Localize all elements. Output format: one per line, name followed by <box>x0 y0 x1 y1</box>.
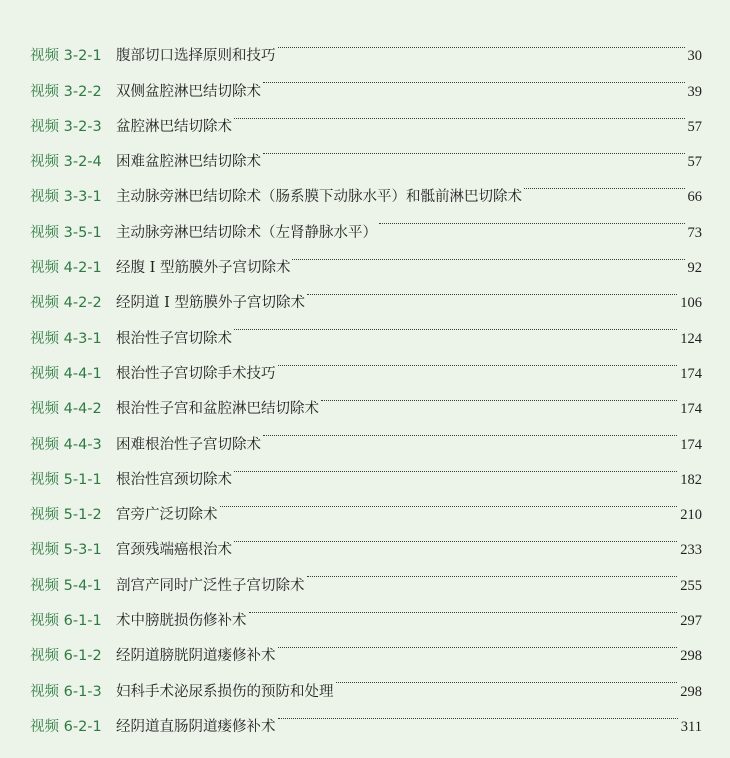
page-number: 57 <box>687 118 702 135</box>
video-title: 术中膀胱损伤修补术 <box>116 613 247 630</box>
dot-leader <box>278 696 678 731</box>
video-label: 视频 6-2-1 <box>30 718 102 735</box>
video-label: 视频 4-4-2 <box>30 401 102 418</box>
video-title: 双侧盆腔淋巴结切除术 <box>116 83 261 100</box>
video-title: 腹部切口选择原则和技巧 <box>116 48 276 65</box>
dot-leader <box>234 96 685 131</box>
page-number: 174 <box>680 436 702 453</box>
video-title: 困难盆腔淋巴结切除术 <box>116 154 261 171</box>
page-number: 311 <box>680 718 702 735</box>
dot-leader <box>336 660 678 695</box>
dot-leader <box>292 237 684 272</box>
page-number: 66 <box>687 189 702 206</box>
video-label: 视频 5-3-1 <box>30 542 102 559</box>
dot-leader <box>321 378 677 413</box>
dot-leader <box>278 343 678 378</box>
dot-leader <box>379 201 685 236</box>
video-label: 视频 5-1-2 <box>30 507 102 524</box>
video-label: 视频 6-1-2 <box>30 648 102 665</box>
dot-leader <box>234 519 677 554</box>
video-title: 剖宫产同时广泛性子宫切除术 <box>116 577 305 594</box>
page-number: 174 <box>680 401 702 418</box>
video-label: 视频 5-1-1 <box>30 471 102 488</box>
video-title: 经腹 I 型筋膜外子宫切除术 <box>116 260 291 277</box>
dot-leader <box>278 625 678 660</box>
video-label: 视频 3-2-4 <box>30 154 102 171</box>
video-title: 经阴道膀胱阴道瘘修补术 <box>116 648 276 665</box>
dot-leader <box>263 131 685 166</box>
video-label: 视频 4-4-1 <box>30 365 102 382</box>
dot-leader <box>249 590 678 625</box>
video-label: 视频 4-3-1 <box>30 330 102 347</box>
page-number: 297 <box>680 613 702 630</box>
video-label: 视频 4-2-2 <box>30 295 102 312</box>
video-title: 根治性子宫切除手术技巧 <box>116 365 276 382</box>
video-label: 视频 3-2-2 <box>30 83 102 100</box>
video-title: 妇科手术泌尿系损伤的预防和处理 <box>116 683 334 700</box>
page-number: 174 <box>680 365 702 382</box>
video-label: 视频 3-5-1 <box>30 224 102 241</box>
video-label: 视频 4-2-1 <box>30 260 102 277</box>
dot-leader <box>307 554 678 589</box>
video-title: 经阴道直肠阴道瘘修补术 <box>116 718 276 735</box>
page-number: 57 <box>687 154 702 171</box>
page-number: 298 <box>680 648 702 665</box>
video-title: 困难根治性子宫切除术 <box>116 436 261 453</box>
video-title: 主动脉旁淋巴结切除术（肠系膜下动脉水平）和骶前淋巴切除术 <box>116 189 522 206</box>
page-number: 182 <box>680 471 702 488</box>
dot-leader <box>278 25 685 60</box>
video-label: 视频 4-4-3 <box>30 436 102 453</box>
dot-leader <box>220 484 678 519</box>
video-table-of-contents <box>30 25 702 735</box>
page-number: 73 <box>687 224 702 241</box>
video-label: 视频 3-2-3 <box>30 118 102 135</box>
page-number: 39 <box>687 83 702 100</box>
dot-leader <box>524 166 685 201</box>
video-title: 主动脉旁淋巴结切除术（左肾静脉水平） <box>116 224 377 241</box>
video-title: 宫旁广泛切除术 <box>116 507 218 524</box>
video-title: 根治性子宫和盆腔淋巴结切除术 <box>116 401 319 418</box>
video-label: 视频 3-3-1 <box>30 189 102 206</box>
video-title: 盆腔淋巴结切除术 <box>116 118 232 135</box>
page-number: 233 <box>680 542 702 559</box>
dot-leader <box>263 413 677 448</box>
page-number: 30 <box>687 48 702 65</box>
video-title: 宫颈残端癌根治术 <box>116 542 232 559</box>
page-number: 255 <box>680 577 702 594</box>
dot-leader <box>234 449 677 484</box>
toc-row-3-2-1[interactable] <box>30 25 702 65</box>
video-title: 经阴道 I 型筋膜外子宫切除术 <box>116 295 305 312</box>
video-label: 视频 6-1-1 <box>30 613 102 630</box>
page-number: 92 <box>687 260 702 277</box>
video-title: 根治性子宫切除术 <box>116 330 232 347</box>
video-label: 视频 5-4-1 <box>30 577 102 594</box>
page-number: 124 <box>680 330 702 347</box>
dot-leader <box>263 60 685 95</box>
page-number: 298 <box>680 683 702 700</box>
page-number: 106 <box>680 295 702 312</box>
video-title: 根治性宫颈切除术 <box>116 471 232 488</box>
dot-leader <box>234 307 677 342</box>
video-label: 视频 6-1-3 <box>30 683 102 700</box>
video-label: 视频 3-2-1 <box>30 48 102 65</box>
page-number: 210 <box>680 507 702 524</box>
dot-leader <box>307 272 677 307</box>
